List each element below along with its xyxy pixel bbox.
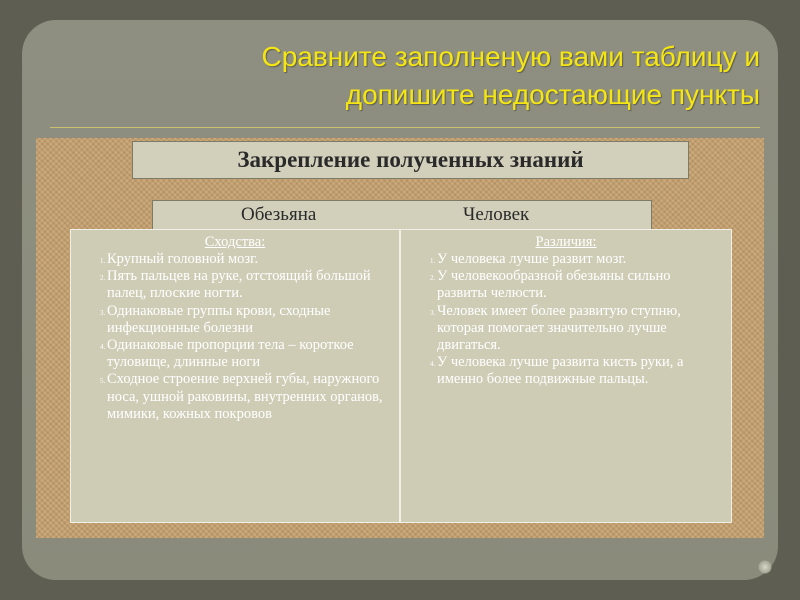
header-human: Человек	[463, 204, 530, 225]
difference-item: 3. Человек имеет более развитую ступню, которая помогает значительно лучше двигаться.	[437, 303, 723, 355]
slide-title-line-1: Сравните заполненую вами таблицу и	[261, 41, 760, 72]
similarity-item: 2. Пять пальцев на руке, отстоящий большой палец, плоские ногти.	[107, 268, 391, 302]
slide-title-line-2: допишите недостающие пункты	[345, 79, 760, 110]
board-title: Закрепление полученных знаний	[132, 141, 689, 179]
differences-heading: Различия:	[535, 234, 597, 250]
difference-item: 4. У человека лучше развита кисть руки, а именно более подвижные пальцы.	[437, 354, 723, 388]
corner-decoration	[758, 560, 772, 574]
column-header-bar	[152, 200, 652, 232]
similarity-item: 1. Крупный головной мозг.	[107, 251, 391, 268]
header-monkey: Обезьяна	[241, 204, 317, 225]
similarities-column	[71, 230, 401, 522]
difference-item: 1. У человека лучше развит мозг.	[437, 251, 723, 268]
similarity-item: 4. Одинаковые пропорции тела – короткое туловище, длинные ноги	[107, 337, 391, 371]
slide-title	[60, 38, 760, 114]
comparison-table	[70, 229, 732, 523]
similarities-list	[79, 251, 391, 423]
differences-list	[409, 251, 723, 389]
similarities-heading: Сходства:	[204, 234, 266, 250]
similarity-item: 3. Одинаковые группы крови, сходные инфекционные болезни	[107, 303, 391, 337]
title-divider	[50, 127, 760, 128]
difference-item: 2. У человекообразной обезьяны сильно развиты челюсти.	[437, 268, 723, 302]
differences-column	[401, 230, 731, 522]
similarity-item: 5. Сходное строение верхней губы, наружного носа, ушной раковины, внутренних органов, мимики, кожных покровов	[107, 371, 391, 423]
